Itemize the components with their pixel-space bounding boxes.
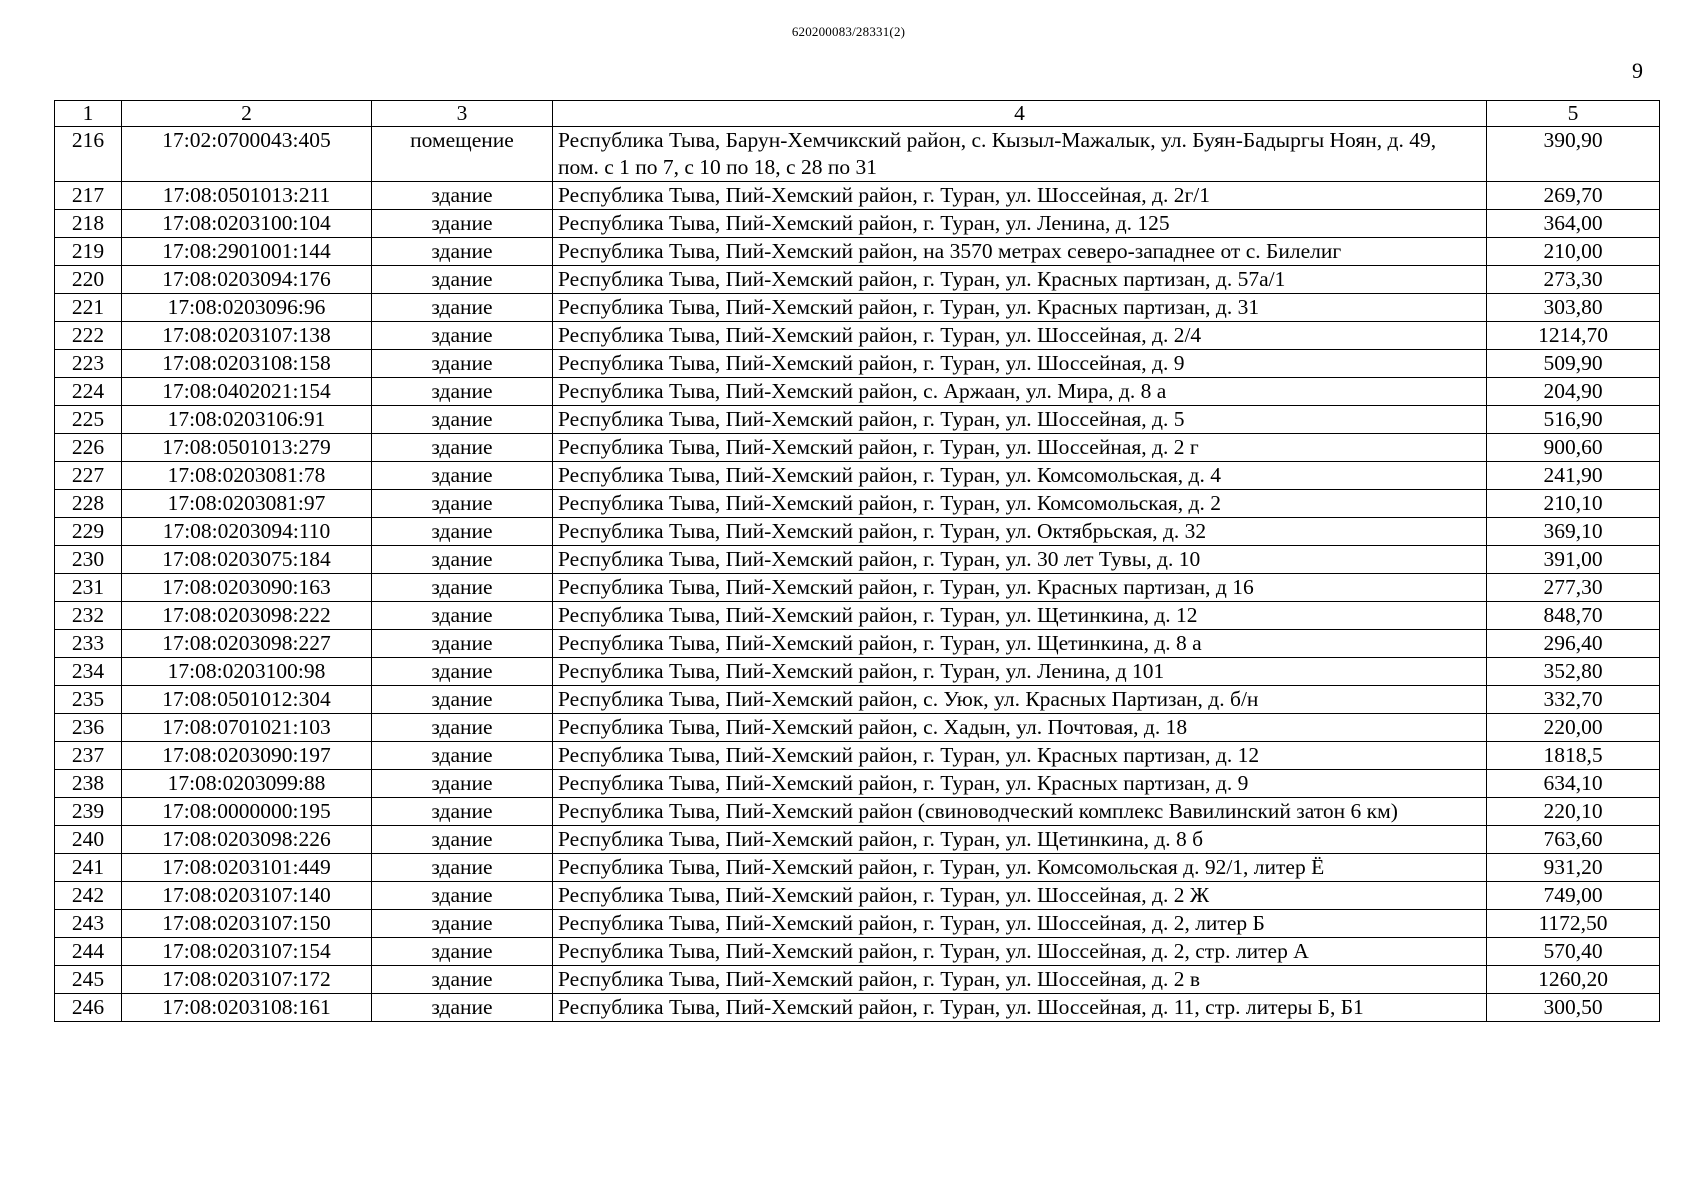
- row-number-cell: 243: [55, 910, 122, 938]
- table-row: [55, 770, 1660, 798]
- row-number-cell: 232: [55, 602, 122, 630]
- cadastral-number-cell: 17:08:0203081:97: [122, 490, 372, 518]
- object-area-cell: 269,70: [1487, 182, 1660, 210]
- table-row: [55, 658, 1660, 686]
- object-area-cell: 210,00: [1487, 238, 1660, 266]
- table-row: [55, 210, 1660, 238]
- cadastral-number-cell: 17:08:0203108:158: [122, 350, 372, 378]
- object-address-cell: Республика Тыва, Пий-Хемский район, г. Туран, ул. Ленина, д. 125: [553, 210, 1487, 238]
- table-row: [55, 546, 1660, 574]
- cadastral-number-cell: 17:08:0203098:222: [122, 602, 372, 630]
- object-type-cell: здание: [372, 322, 553, 350]
- object-address-cell: Республика Тыва, Пий-Хемский район, г. Туран, ул. Шоссейная, д. 11, стр. литеры Б, Б1: [553, 994, 1487, 1022]
- table-row: [55, 826, 1660, 854]
- object-type-cell: помещение: [372, 127, 553, 182]
- row-number-cell: 227: [55, 462, 122, 490]
- row-number-cell: 242: [55, 882, 122, 910]
- row-number-cell: 236: [55, 714, 122, 742]
- object-area-cell: 332,70: [1487, 686, 1660, 714]
- row-number-cell: 225: [55, 406, 122, 434]
- table-header: [55, 101, 1660, 127]
- object-type-cell: здание: [372, 406, 553, 434]
- row-number-cell: 246: [55, 994, 122, 1022]
- table-row: [55, 350, 1660, 378]
- table-row: [55, 518, 1660, 546]
- object-area-cell: 241,90: [1487, 462, 1660, 490]
- object-type-cell: здание: [372, 714, 553, 742]
- row-number-cell: 233: [55, 630, 122, 658]
- object-address-cell: Республика Тыва, Пий-Хемский район, г. Туран, ул. Октябрьская, д. 32: [553, 518, 1487, 546]
- cadastral-number-cell: 17:08:0203090:163: [122, 574, 372, 602]
- object-area-cell: 516,90: [1487, 406, 1660, 434]
- object-address-cell: Республика Тыва, Пий-Хемский район, г. Туран, ул. Шоссейная, д. 2/4: [553, 322, 1487, 350]
- row-number-cell: 240: [55, 826, 122, 854]
- row-number-cell: 244: [55, 938, 122, 966]
- object-area-cell: 634,10: [1487, 770, 1660, 798]
- cadastral-number-cell: 17:08:0501013:279: [122, 434, 372, 462]
- table-row: [55, 238, 1660, 266]
- object-area-cell: 509,90: [1487, 350, 1660, 378]
- object-address-cell: Республика Тыва, Пий-Хемский район, г. Туран, ул. Красных партизан, д. 9: [553, 770, 1487, 798]
- object-area-cell: 296,40: [1487, 630, 1660, 658]
- row-number-cell: 217: [55, 182, 122, 210]
- table-row: [55, 294, 1660, 322]
- cadastral-number-cell: 17:08:0701021:103: [122, 714, 372, 742]
- cadastral-number-cell: 17:08:0501013:211: [122, 182, 372, 210]
- object-address-cell: Республика Тыва, Пий-Хемский район, с. Хадын, ул. Почтовая, д. 18: [553, 714, 1487, 742]
- table-row: [55, 182, 1660, 210]
- cadastral-number-cell: 17:08:0000000:195: [122, 798, 372, 826]
- cadastral-number-cell: 17:08:0203094:110: [122, 518, 372, 546]
- object-area-cell: 220,10: [1487, 798, 1660, 826]
- object-address-cell: Республика Тыва, Пий-Хемский район, г. Туран, ул. 30 лет Тувы, д. 10: [553, 546, 1487, 574]
- object-area-cell: 749,00: [1487, 882, 1660, 910]
- cadastral-number-cell: 17:08:0203107:140: [122, 882, 372, 910]
- object-area-cell: 763,60: [1487, 826, 1660, 854]
- cadastral-number-cell: 17:08:0203098:227: [122, 630, 372, 658]
- cadastral-number-cell: 17:08:0203101:449: [122, 854, 372, 882]
- object-type-cell: здание: [372, 574, 553, 602]
- row-number-cell: 230: [55, 546, 122, 574]
- object-address-cell: Республика Тыва, Пий-Хемский район, г. Туран, ул. Шоссейная, д. 5: [553, 406, 1487, 434]
- object-address-cell: Республика Тыва, Пий-Хемский район, г. Туран, ул. Шоссейная, д. 2 в: [553, 966, 1487, 994]
- column-header-2: 2: [122, 101, 372, 127]
- table-row: [55, 574, 1660, 602]
- cadastral-number-cell: 17:08:0402021:154: [122, 378, 372, 406]
- object-type-cell: здание: [372, 210, 553, 238]
- object-address-cell: Республика Тыва, Пий-Хемский район, г. Туран, ул. Щетинкина, д. 8 а: [553, 630, 1487, 658]
- row-number-cell: 245: [55, 966, 122, 994]
- row-number-cell: 241: [55, 854, 122, 882]
- table-body: [55, 127, 1660, 1022]
- object-area-cell: 210,10: [1487, 490, 1660, 518]
- object-type-cell: здание: [372, 294, 553, 322]
- object-address-cell: Республика Тыва, Пий-Хемский район, г. Туран, ул. Шоссейная, д. 2 г: [553, 434, 1487, 462]
- object-area-cell: 391,00: [1487, 546, 1660, 574]
- cadastral-number-cell: 17:08:0203106:91: [122, 406, 372, 434]
- object-type-cell: здание: [372, 462, 553, 490]
- object-address-cell: Республика Тыва, Пий-Хемский район, с. Аржаан, ул. Мира, д. 8 а: [553, 378, 1487, 406]
- column-header-4: 4: [553, 101, 1487, 127]
- object-address-cell: Республика Тыва, Пий-Хемский район, г. Туран, ул. Красных партизан, д 16: [553, 574, 1487, 602]
- object-address-cell: Республика Тыва, Пий-Хемский район, г. Туран, ул. Комсомольская д. 92/1, литер Ё: [553, 854, 1487, 882]
- object-type-cell: здание: [372, 994, 553, 1022]
- object-address-cell: Республика Тыва, Пий-Хемский район, г. Туран, ул. Шоссейная, д. 2 Ж: [553, 882, 1487, 910]
- cadastral-number-cell: 17:08:0203107:138: [122, 322, 372, 350]
- object-address-cell: Республика Тыва, Барун-Хемчикский район, с. Кызыл-Мажалык, ул. Буян-Бадыргы Ноян, д. 49, пом. с 1 по 7, с 10 по 18, с 28 по 31: [553, 127, 1487, 182]
- object-address-cell: Республика Тыва, Пий-Хемский район, с. Уюк, ул. Красных Партизан, д. б/н: [553, 686, 1487, 714]
- object-type-cell: здание: [372, 686, 553, 714]
- table-row: [55, 378, 1660, 406]
- object-area-cell: 352,80: [1487, 658, 1660, 686]
- object-area-cell: 303,80: [1487, 294, 1660, 322]
- cadastral-number-cell: 17:08:0203100:104: [122, 210, 372, 238]
- object-area-cell: 390,90: [1487, 127, 1660, 182]
- table-row: [55, 742, 1660, 770]
- object-type-cell: здание: [372, 798, 553, 826]
- object-address-cell: Республика Тыва, Пий-Хемский район, г. Туран, ул. Красных партизан, д. 12: [553, 742, 1487, 770]
- object-type-cell: здание: [372, 630, 553, 658]
- object-type-cell: здание: [372, 966, 553, 994]
- object-address-cell: Республика Тыва, Пий-Хемский район, г. Туран, ул. Шоссейная, д. 2, стр. литер А: [553, 938, 1487, 966]
- object-area-cell: 277,30: [1487, 574, 1660, 602]
- object-type-cell: здание: [372, 490, 553, 518]
- row-number-cell: 223: [55, 350, 122, 378]
- table-row: [55, 127, 1660, 182]
- object-address-cell: Республика Тыва, Пий-Хемский район, г. Туран, ул. Комсомольская, д. 2: [553, 490, 1487, 518]
- object-type-cell: здание: [372, 938, 553, 966]
- table-row: [55, 882, 1660, 910]
- table-row: [55, 938, 1660, 966]
- row-number-cell: 237: [55, 742, 122, 770]
- table-row: [55, 798, 1660, 826]
- column-header-1: 1: [55, 101, 122, 127]
- object-area-cell: 931,20: [1487, 854, 1660, 882]
- object-type-cell: здание: [372, 546, 553, 574]
- object-type-cell: здание: [372, 770, 553, 798]
- document-number: 620200083/28331(2): [791, 24, 906, 39]
- object-area-cell: 273,30: [1487, 266, 1660, 294]
- row-number-cell: 229: [55, 518, 122, 546]
- cadastral-number-cell: 17:08:0203090:197: [122, 742, 372, 770]
- cadastral-number-cell: 17:08:0203094:176: [122, 266, 372, 294]
- object-area-cell: 1172,50: [1487, 910, 1660, 938]
- object-type-cell: здание: [372, 434, 553, 462]
- object-address-cell: Республика Тыва, Пий-Хемский район, г. Туран, ул. Шоссейная, д. 2, литер Б: [553, 910, 1487, 938]
- row-number-cell: 239: [55, 798, 122, 826]
- object-type-cell: здание: [372, 854, 553, 882]
- object-type-cell: здание: [372, 378, 553, 406]
- table-row: [55, 630, 1660, 658]
- object-address-cell: Республика Тыва, Пий-Хемский район, г. Туран, ул. Щетинкина, д. 8 б: [553, 826, 1487, 854]
- object-type-cell: здание: [372, 182, 553, 210]
- row-number-cell: 219: [55, 238, 122, 266]
- page-number: 9: [1632, 58, 1643, 83]
- row-number-cell: 222: [55, 322, 122, 350]
- cadastral-number-cell: 17:02:0700043:405: [122, 127, 372, 182]
- object-area-cell: 1818,5: [1487, 742, 1660, 770]
- table-row: [55, 266, 1660, 294]
- cadastral-number-cell: 17:08:0203096:96: [122, 294, 372, 322]
- row-number-cell: 234: [55, 658, 122, 686]
- object-address-cell: Республика Тыва, Пий-Хемский район, г. Туран, ул. Красных партизан, д. 31: [553, 294, 1487, 322]
- cadastral-number-cell: 17:08:0203075:184: [122, 546, 372, 574]
- object-area-cell: 848,70: [1487, 602, 1660, 630]
- object-address-cell: Республика Тыва, Пий-Хемский район, на 3570 метрах северо-западнее от с. Билелиг: [553, 238, 1487, 266]
- cadastral-number-cell: 17:08:0203099:88: [122, 770, 372, 798]
- object-type-cell: здание: [372, 882, 553, 910]
- table-row: [55, 966, 1660, 994]
- object-address-cell: Республика Тыва, Пий-Хемский район, г. Туран, ул. Шоссейная, д. 9: [553, 350, 1487, 378]
- object-type-cell: здание: [372, 518, 553, 546]
- object-type-cell: здание: [372, 658, 553, 686]
- property-table: [54, 100, 1660, 1022]
- object-type-cell: здание: [372, 826, 553, 854]
- table-row: [55, 406, 1660, 434]
- object-area-cell: 900,60: [1487, 434, 1660, 462]
- object-area-cell: 570,40: [1487, 938, 1660, 966]
- cadastral-number-cell: 17:08:0501012:304: [122, 686, 372, 714]
- column-header-5: 5: [1487, 101, 1660, 127]
- object-type-cell: здание: [372, 602, 553, 630]
- row-number-cell: 218: [55, 210, 122, 238]
- object-address-cell: Республика Тыва, Пий-Хемский район, г. Туран, ул. Ленина, д 101: [553, 658, 1487, 686]
- row-number-cell: 235: [55, 686, 122, 714]
- object-area-cell: 1214,70: [1487, 322, 1660, 350]
- table-row: [55, 994, 1660, 1022]
- table-row: [55, 686, 1660, 714]
- cadastral-number-cell: 17:08:0203107:154: [122, 938, 372, 966]
- table-row: [55, 434, 1660, 462]
- object-area-cell: 204,90: [1487, 378, 1660, 406]
- row-number-cell: 216: [55, 127, 122, 182]
- cadastral-number-cell: 17:08:0203100:98: [122, 658, 372, 686]
- object-address-cell: Республика Тыва, Пий-Хемский район, г. Туран, ул. Щетинкина, д. 12: [553, 602, 1487, 630]
- object-area-cell: 220,00: [1487, 714, 1660, 742]
- object-area-cell: 369,10: [1487, 518, 1660, 546]
- cadastral-number-cell: 17:08:0203107:172: [122, 966, 372, 994]
- row-number-cell: 220: [55, 266, 122, 294]
- cadastral-number-cell: 17:08:0203081:78: [122, 462, 372, 490]
- table-row: [55, 462, 1660, 490]
- row-number-cell: 226: [55, 434, 122, 462]
- row-number-cell: 228: [55, 490, 122, 518]
- object-address-cell: Республика Тыва, Пий-Хемский район, г. Туран, ул. Комсомольская, д. 4: [553, 462, 1487, 490]
- object-address-cell: Республика Тыва, Пий-Хемский район, г. Туран, ул. Красных партизан, д. 57а/1: [553, 266, 1487, 294]
- object-address-cell: Республика Тыва, Пий-Хемский район, г. Туран, ул. Шоссейная, д. 2г/1: [553, 182, 1487, 210]
- row-number-cell: 224: [55, 378, 122, 406]
- cadastral-number-cell: 17:08:2901001:144: [122, 238, 372, 266]
- object-area-cell: 1260,20: [1487, 966, 1660, 994]
- object-address-cell: Республика Тыва, Пий-Хемский район (свиноводческий комплекс Вавилинский затон 6 км): [553, 798, 1487, 826]
- row-number-cell: 231: [55, 574, 122, 602]
- object-type-cell: здание: [372, 238, 553, 266]
- cadastral-number-cell: 17:08:0203098:226: [122, 826, 372, 854]
- table-row: [55, 714, 1660, 742]
- object-area-cell: 300,50: [1487, 994, 1660, 1022]
- table-row: [55, 602, 1660, 630]
- header-row: [55, 101, 1660, 127]
- table-row: [55, 490, 1660, 518]
- object-area-cell: 364,00: [1487, 210, 1660, 238]
- object-type-cell: здание: [372, 910, 553, 938]
- object-type-cell: здание: [372, 266, 553, 294]
- column-header-3: 3: [372, 101, 553, 127]
- cadastral-number-cell: 17:08:0203107:150: [122, 910, 372, 938]
- table-row: [55, 910, 1660, 938]
- object-type-cell: здание: [372, 350, 553, 378]
- row-number-cell: 238: [55, 770, 122, 798]
- table-row: [55, 322, 1660, 350]
- table-row: [55, 854, 1660, 882]
- row-number-cell: 221: [55, 294, 122, 322]
- cadastral-number-cell: 17:08:0203108:161: [122, 994, 372, 1022]
- object-type-cell: здание: [372, 742, 553, 770]
